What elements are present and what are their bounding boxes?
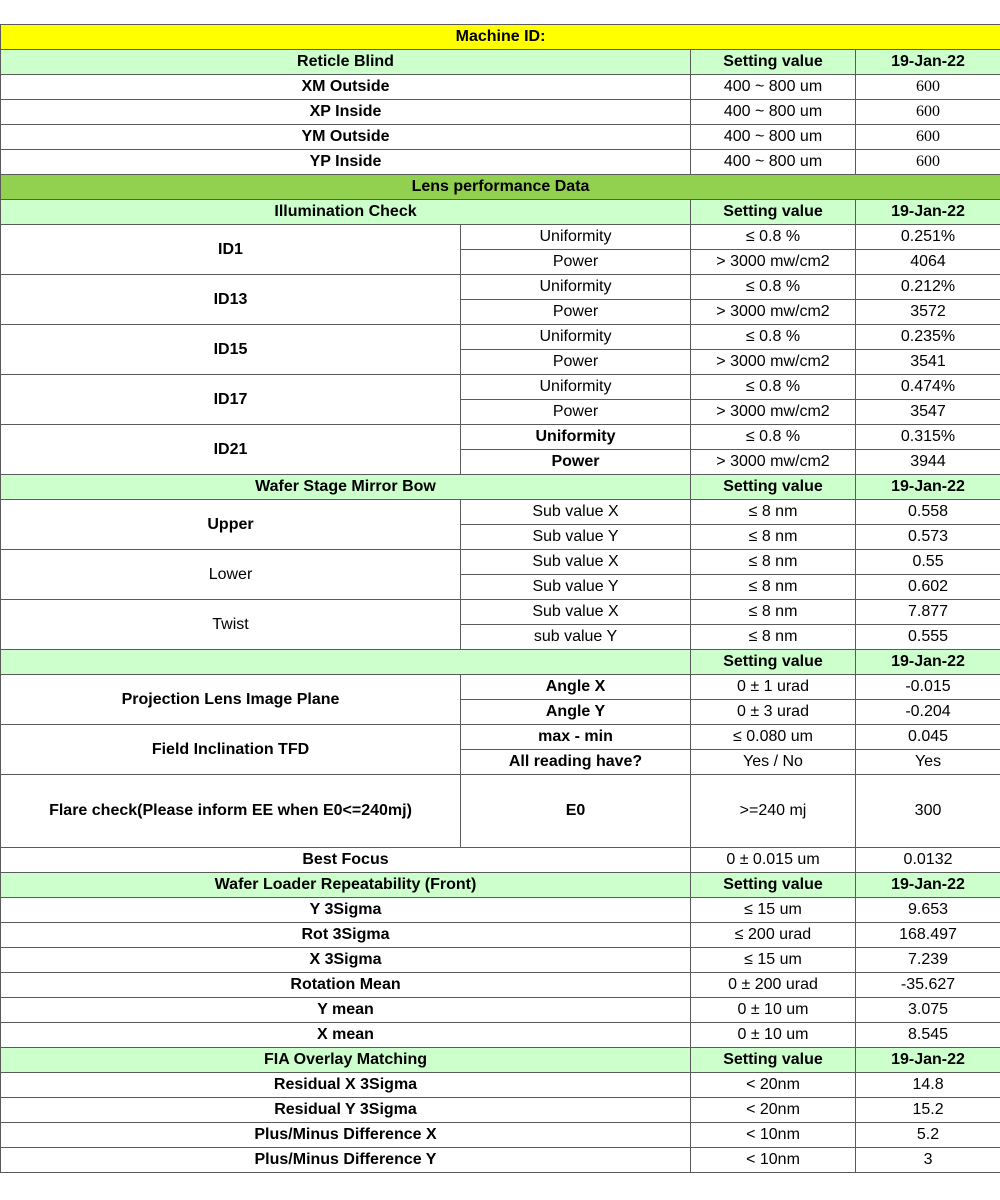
item-name: Best Focus <box>1 848 691 873</box>
setting-cell: ≤ 8 nm <box>691 525 856 550</box>
setting-value-header: Setting value <box>691 475 856 500</box>
table-row <box>1 125 1000 150</box>
param-cell: Uniformity <box>461 375 691 400</box>
setting-value-header: Setting value <box>691 1048 856 1073</box>
param-cell: Power <box>461 450 691 475</box>
value-cell[interactable]: 0.315% <box>856 425 1000 450</box>
illumination-header <box>1 200 1000 225</box>
item-name: Residual Y 3Sigma <box>1 1098 691 1123</box>
section-title: Wafer Loader Repeatability (Front) <box>1 873 691 898</box>
setting-cell: ≤ 8 nm <box>691 550 856 575</box>
param-cell: sub value Y <box>461 625 691 650</box>
table-row <box>1 848 1000 873</box>
item-name: Y 3Sigma <box>1 898 691 923</box>
value-cell[interactable]: 3944 <box>856 450 1000 475</box>
value-cell[interactable]: 0.555 <box>856 625 1000 650</box>
setting-value-header: Setting value <box>691 650 856 675</box>
value-cell[interactable]: 0.558 <box>856 500 1000 525</box>
param-cell: Uniformity <box>461 325 691 350</box>
setting-cell: 0 ± 200 urad <box>691 973 856 998</box>
mirror-bow-header <box>1 475 1000 500</box>
group-name: Lower <box>1 550 461 600</box>
setting-cell: 0 ± 10 um <box>691 1023 856 1048</box>
value-cell[interactable]: 600 <box>856 125 1000 150</box>
table-row <box>1 998 1000 1023</box>
date-header: 19-Jan-22 <box>856 1048 1000 1073</box>
group-name: Projection Lens Image Plane <box>1 675 461 725</box>
group-name: ID1 <box>1 225 461 275</box>
value-cell[interactable]: 0.045 <box>856 725 1000 750</box>
setting-cell: ≤ 8 nm <box>691 600 856 625</box>
date-header: 19-Jan-22 <box>856 475 1000 500</box>
value-cell[interactable]: 3 <box>856 1148 1000 1173</box>
table-row <box>1 725 1000 750</box>
value-cell[interactable]: 600 <box>856 75 1000 100</box>
param-cell: max - min <box>461 725 691 750</box>
item-name: Plus/Minus Difference Y <box>1 1148 691 1173</box>
setting-cell: ≤ 15 um <box>691 948 856 973</box>
param-cell: Uniformity <box>461 425 691 450</box>
wafer-loader-header <box>1 873 1000 898</box>
setting-cell: ≤ 8 nm <box>691 500 856 525</box>
setting-cell: > 3000 mw/cm2 <box>691 250 856 275</box>
setting-cell: >=240 mj <box>691 775 856 848</box>
value-cell[interactable]: 3547 <box>856 400 1000 425</box>
param-cell: Power <box>461 300 691 325</box>
item-name: XM Outside <box>1 75 691 100</box>
value-cell[interactable]: 0.235% <box>856 325 1000 350</box>
table-row <box>1 75 1000 100</box>
value-cell[interactable]: 7.239 <box>856 948 1000 973</box>
item-name: YP Inside <box>1 150 691 175</box>
setting-cell: ≤ 8 nm <box>691 625 856 650</box>
blank-header <box>1 650 691 675</box>
setting-cell: ≤ 0.8 % <box>691 225 856 250</box>
setting-cell: Yes / No <box>691 750 856 775</box>
value-cell[interactable]: 3572 <box>856 300 1000 325</box>
setting-cell: ≤ 0.8 % <box>691 275 856 300</box>
setting-value-header: Setting value <box>691 50 856 75</box>
group-name: ID21 <box>1 425 461 475</box>
table-row <box>1 923 1000 948</box>
table-row <box>1 225 1000 250</box>
section-title: Wafer Stage Mirror Bow <box>1 475 691 500</box>
param-cell: Sub value X <box>461 550 691 575</box>
param-cell: Angle X <box>461 675 691 700</box>
machine-id-label[interactable]: Machine ID: <box>1 25 1000 50</box>
date-header: 19-Jan-22 <box>856 650 1000 675</box>
item-name: Residual X 3Sigma <box>1 1073 691 1098</box>
value-cell[interactable]: 3.075 <box>856 998 1000 1023</box>
table-row <box>1 375 1000 400</box>
group-name: ID13 <box>1 275 461 325</box>
value-cell[interactable]: 0.0132 <box>856 848 1000 873</box>
setting-value-header: Setting value <box>691 873 856 898</box>
value-cell[interactable]: 168.497 <box>856 923 1000 948</box>
param-cell: Power <box>461 400 691 425</box>
setting-cell: < 10nm <box>691 1123 856 1148</box>
value-cell[interactable]: -0.204 <box>856 700 1000 725</box>
param-cell: All reading have? <box>461 750 691 775</box>
setting-cell: 400 ~ 800 um <box>691 150 856 175</box>
section-title: Illumination Check <box>1 200 691 225</box>
setting-cell: 0 ± 1 urad <box>691 675 856 700</box>
value-cell[interactable]: 5.2 <box>856 1123 1000 1148</box>
value-cell[interactable]: 15.2 <box>856 1098 1000 1123</box>
date-header: 19-Jan-22 <box>856 200 1000 225</box>
param-cell: Power <box>461 250 691 275</box>
value-cell[interactable]: 9.653 <box>856 898 1000 923</box>
value-cell[interactable]: 14.8 <box>856 1073 1000 1098</box>
group-name: Flare check(Please inform EE when E0<=240mj) <box>1 775 461 848</box>
machine-id-row <box>1 25 1000 50</box>
setting-cell: 0 ± 3 urad <box>691 700 856 725</box>
group-name: Field Inclination TFD <box>1 725 461 775</box>
reticle-blind-header <box>1 50 1000 75</box>
param-cell: Sub value Y <box>461 575 691 600</box>
table-row <box>1 425 1000 450</box>
table-row <box>1 973 1000 998</box>
table-row <box>1 775 1000 848</box>
table-row <box>1 275 1000 300</box>
table-row <box>1 600 1000 625</box>
table-row <box>1 1123 1000 1148</box>
value-cell[interactable]: 8.545 <box>856 1023 1000 1048</box>
value-cell[interactable]: -0.015 <box>856 675 1000 700</box>
setting-cell: ≤ 0.8 % <box>691 425 856 450</box>
value-cell[interactable]: 0.212% <box>856 275 1000 300</box>
setting-cell: 400 ~ 800 um <box>691 75 856 100</box>
setting-cell: 400 ~ 800 um <box>691 100 856 125</box>
param-cell: Sub value Y <box>461 525 691 550</box>
section-title: Reticle Blind <box>1 50 691 75</box>
group-name: Upper <box>1 500 461 550</box>
value-cell[interactable]: 3541 <box>856 350 1000 375</box>
item-name: Rot 3Sigma <box>1 923 691 948</box>
table-row <box>1 898 1000 923</box>
value-cell[interactable]: 0.251% <box>856 225 1000 250</box>
setting-cell: < 20nm <box>691 1073 856 1098</box>
item-name: X 3Sigma <box>1 948 691 973</box>
table-row <box>1 1148 1000 1173</box>
setting-cell: ≤ 0.8 % <box>691 375 856 400</box>
value-cell[interactable]: 300 <box>856 775 1000 848</box>
param-cell: Uniformity <box>461 275 691 300</box>
lens-performance-header <box>1 175 1000 200</box>
table-row <box>1 100 1000 125</box>
table-row <box>1 500 1000 525</box>
item-name: YM Outside <box>1 125 691 150</box>
setting-cell: > 3000 mw/cm2 <box>691 300 856 325</box>
setting-cell: < 20nm <box>691 1098 856 1123</box>
setting-cell: 0 ± 0.015 um <box>691 848 856 873</box>
table-row <box>1 948 1000 973</box>
table-row <box>1 675 1000 700</box>
group-name: Twist <box>1 600 461 650</box>
section-title: Lens performance Data <box>1 175 1000 200</box>
table-row <box>1 325 1000 350</box>
param-cell: Power <box>461 350 691 375</box>
machine-check-sheet <box>0 24 1000 1173</box>
table-row <box>1 150 1000 175</box>
date-header: 19-Jan-22 <box>856 50 1000 75</box>
param-cell: Angle Y <box>461 700 691 725</box>
image-plane-header <box>1 650 1000 675</box>
value-cell[interactable]: 4064 <box>856 250 1000 275</box>
value-cell[interactable]: Yes <box>856 750 1000 775</box>
value-cell[interactable]: 0.573 <box>856 525 1000 550</box>
setting-cell: ≤ 15 um <box>691 898 856 923</box>
setting-cell: > 3000 mw/cm2 <box>691 350 856 375</box>
date-header: 19-Jan-22 <box>856 873 1000 898</box>
value-cell[interactable]: 0.474% <box>856 375 1000 400</box>
table-row <box>1 1073 1000 1098</box>
item-name: XP Inside <box>1 100 691 125</box>
item-name: Y mean <box>1 998 691 1023</box>
setting-cell: 0 ± 10 um <box>691 998 856 1023</box>
param-cell: Sub value X <box>461 500 691 525</box>
check-table <box>0 24 1000 1173</box>
setting-cell: ≤ 0.080 um <box>691 725 856 750</box>
value-cell[interactable]: 600 <box>856 100 1000 125</box>
item-name: Plus/Minus Difference X <box>1 1123 691 1148</box>
table-row <box>1 1098 1000 1123</box>
item-name: Rotation Mean <box>1 973 691 998</box>
setting-cell: 400 ~ 800 um <box>691 125 856 150</box>
value-cell[interactable]: 0.55 <box>856 550 1000 575</box>
value-cell[interactable]: 0.602 <box>856 575 1000 600</box>
setting-cell: ≤ 200 urad <box>691 923 856 948</box>
table-row <box>1 1023 1000 1048</box>
setting-cell: ≤ 8 nm <box>691 575 856 600</box>
param-cell: Sub value X <box>461 600 691 625</box>
value-cell[interactable]: 600 <box>856 150 1000 175</box>
group-name: ID15 <box>1 325 461 375</box>
value-cell[interactable]: -35.627 <box>856 973 1000 998</box>
param-cell: E0 <box>461 775 691 848</box>
setting-cell: > 3000 mw/cm2 <box>691 450 856 475</box>
section-title: FIA Overlay Matching <box>1 1048 691 1073</box>
setting-cell: < 10nm <box>691 1148 856 1173</box>
setting-cell: ≤ 0.8 % <box>691 325 856 350</box>
item-name: X mean <box>1 1023 691 1048</box>
table-row <box>1 550 1000 575</box>
group-name: ID17 <box>1 375 461 425</box>
fia-overlay-header <box>1 1048 1000 1073</box>
value-cell[interactable]: 7.877 <box>856 600 1000 625</box>
setting-value-header: Setting value <box>691 200 856 225</box>
param-cell: Uniformity <box>461 225 691 250</box>
setting-cell: > 3000 mw/cm2 <box>691 400 856 425</box>
